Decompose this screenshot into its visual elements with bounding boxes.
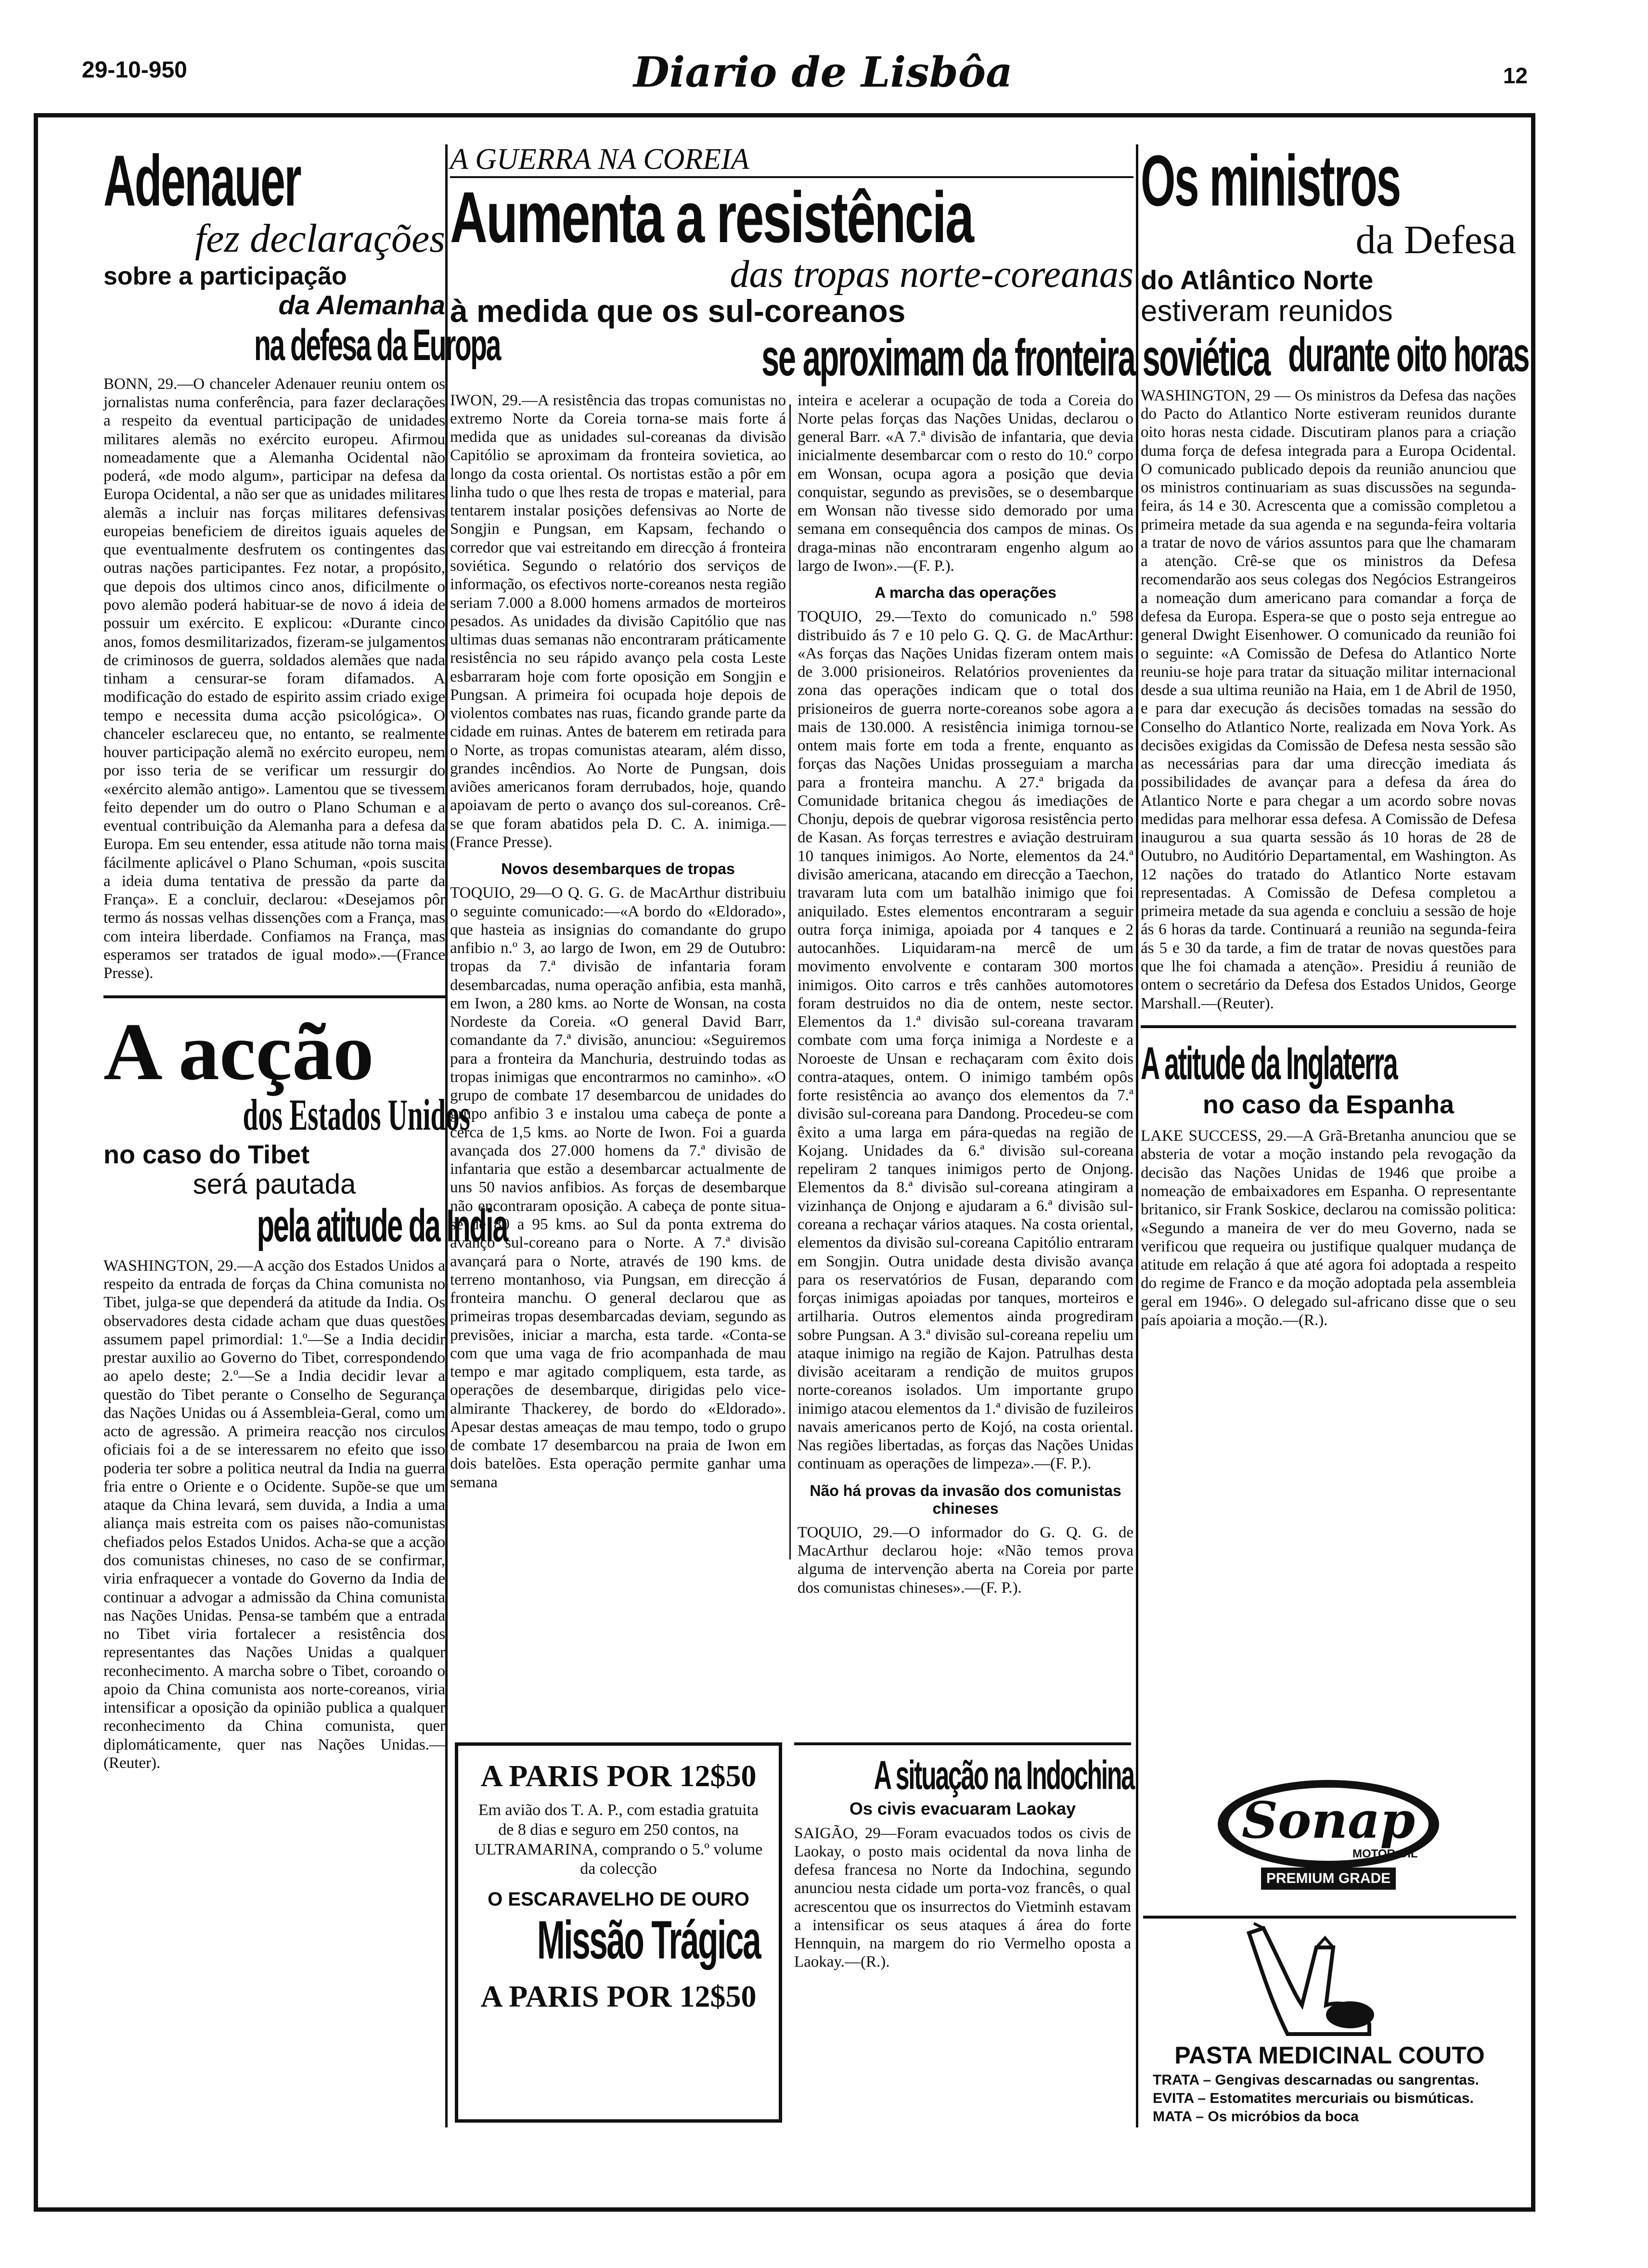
subheadline: sobre a participação xyxy=(103,262,347,290)
article-subheading: A marcha das operações xyxy=(875,584,1056,602)
headline: A situação na Indochina xyxy=(874,1753,1134,1798)
toothpaste-hand-illustration xyxy=(1143,1919,1516,2039)
paris-trip-ad xyxy=(455,1742,782,2123)
ad-headline: A PARIS POR 12$50 xyxy=(480,1759,757,1793)
article-body: TOQUIO, 29.—Texto do comunicado n.º 598 distribuido ás 7 e 10 pelo G. Q. G. de MacArthur: «As forças das Nações Unidas fizeram ontem mais de 3.000 prisioneiros. Relatórios provenientes da zona das operações indicam que o total dos prisioneiros de guerra norte-coreanos sobe agora a mais de 130.000. A resistência inimiga tornou-se ontem mais forte em toda a frente, enquanto as forças das Nações Unidas prosseguiam a marcha para a fronteira manchu. A 27.ª brigada da Comunidade britanica chegou ás imediações de Chonju, depois de quebrar vigorosa resistência perto de Kasan. As forças terrestres e aviação destruiram 10 tanques inimigos. Ao Norte, elementos da 24.ª divisão americana, atacando em direcção a Taechon, travaram luta com um batalhão inimigo que foi aniquilado. Estes elementos encontraram a seguir outra força inimiga, apoiada por 4 tanques e 2 autocanhões. Liquidaram-na mercê de um movimento envolvente e contaram 300 mortos inimigos. Oito carros e três canhões automotores foram destruidos no dia de ontem, neste sector. Elementos da 1.ª divisão sul-coreana travaram combate com uma força inimiga a Nordeste e a Noroeste de Unsan e rechaçaram com êxito dois contra-ataques, ontem. O inimigo também opôs forte resistência ao avanço dos elementos da 7.ª divisão sul-coreana para Dandong. Procedeu-se com êxito a uma larga em pára-quedas na região de Kojang. Unidades da 6.ª divisão sul-coreana repeliram 2 tanques inimigos perto de Onjong. Elementos da 8.ª divisão sul-coreana atingiram a vizinhança de Onjong e ajudaram a 6.ª divisão sul-coreana a rechaçar vários ataques. Na costa oriental, elementos da divisão sul-coreana Capitólio entraram em Songjin. Outra unidade desta divisão avança para os reservatórios de Fusan, deparando com forças inimigas apoiadas por tanques, morteiros e artilharia. Outros elementos ainda progrediram sobre Pungsan. A 3.ª divisão sul-coreana repeliu um ataque inimigo na região de Kajon. Patrulhas desta divisão aceitaram a rendição de muitos grupos norte-coreanos isolados. Um importante grupo inimigo atacou elementos da 1.ª divisão de fuzileiros navais americanos perto de Kojó, na costa oriental. Nas regiões libertadas, as forças das Nações Unidas continuam as operações de limpeza».—(F. P.). xyxy=(798,608,1133,1473)
couto-ad xyxy=(1143,1916,1516,2135)
couto-line: MATA – Os micróbios da boca xyxy=(1153,2109,1359,2125)
section-kicker: A GUERRA NA COREIA xyxy=(450,144,1133,178)
article-body: LAKE SUCCESS, 29.—A Grã-Bretanha anunciou que se absteria de votar a moção instando pela revogação da decisão das Nações Unidas de 1946 que proibe a nomeação de embaixadores em Espanha. O representante britanico, sir Frank Soskice, declarou na comissão politica: «Segundo a maneira de ver do meu Governo, nada se verificou que requeira ou justifique qualquer mudança de atitude em relação á que até agora foi adoptada a respeito do regime de Franco e da moção adoptada pela assembleia geral em 1946». O delegado sul-africano disse que o seu país apoiaria a moção.—(R.). xyxy=(1141,1127,1516,1329)
article-body: BONN, 29.—O chanceler Adenauer reuniu ontem os jornalistas numa conferência, para fazer declarações a respeito da eventual participação de unidades militares alemãs no exército europeu. Afirmou nomeadamente que a Alemanha Ocidental não poderá, «de modo algum», participar na defesa da Europa Ocidental, a não ser que as unidades militares alemãs a incluir nas forças militares defensivas europeias beneficiem de direitos iguais aqueles de que eventualmente desfrutem os contingentes das outras nações participantes. Fez notar, a propósito, que depois dos ultimos cinco anos, dificilmente o povo alemão poderá habituar-se de novo á ideia de possuir um exército. E explicou: «Durante cinco anos, fomos desmilitarizados, fizeram-se julgamentos de criminosos de guerra, soldados alemães que nada tinham a censurar-se foram difamados. A modificação do estado de espirito assim criado exige tempo e necessita duma acção psicológica». O chanceler esclareceu que, no entanto, se realmente houver participação alemã no exército europeu, nem por isso teria de se verificar um ressurgir do «exército alemão antigo». Lamentou que se tivessem feito depender um do outro o Plano Schuman e a eventual contribuição da Alemanha para a defesa da Europa. Em seu entender, essa atitude não torna mais fácilmente aplicável o Plano Schuman, «pois suscita a ideia duma tentativa de pressão da parte da França». E a concluir, declarou: «Desejamos pôr termo ás nossas velhas dissenções com a França, mas com inteira liberdade. Confiamos na França, mas esperamos ser tratados de igual modo».—(France Presse). xyxy=(103,375,445,982)
article-indochina xyxy=(794,1742,1134,2135)
article-body: SAIGÃO, 29—Foram evacuados todos os civis de Laokay, o posto mais ocidental da nova linha de defesa francesa no Norte da Indochina, segundo anunciou nesta cidade um porta-voz francês, o qual acrescentou que os insurrectos do Vietminh estavam a intensificar os seus ataques á área do forte Hennquin, na margem do rio Vermelho oposta a Laokay.—(R.). xyxy=(794,1824,1131,1971)
page-number: 12 xyxy=(1503,63,1528,88)
headline-italic: fez declarações xyxy=(194,216,445,261)
subheadline-bold: durante oito horas xyxy=(1288,327,1529,382)
subheadline: da Defesa xyxy=(1355,218,1516,262)
subheadline: dos Estados Unidos xyxy=(243,1090,470,1139)
headline: Adenauer xyxy=(103,140,301,221)
subheadline: do Atlântico Norte xyxy=(1141,265,1374,295)
couto-line: EVITA – Estomatites mercuriais ou bismúticas. xyxy=(1153,2090,1474,2106)
subheadline: Os civis evacuaram Laokay xyxy=(849,1799,1076,1818)
article-subheading: Não há provas da invasão dos comunistas chineses xyxy=(810,1482,1121,1517)
article-ministros xyxy=(1141,140,1529,1013)
subheadline: será pautada xyxy=(193,1168,356,1200)
left-column xyxy=(103,140,507,2127)
ad-book-series: O ESCARAVELHO DE OURO xyxy=(488,1889,749,1910)
sonap-grade: PREMIUM GRADE xyxy=(1266,1870,1391,1886)
couto-line: TRATA – Gengivas descarnadas ou sangrentas. xyxy=(1153,2072,1479,2088)
subheadline-bold: pela atitude da India xyxy=(257,1199,507,1251)
article-body: TOQUIO, 29.—O informador do G. Q. G. de MacArthur declarou hoje: «Não temos prova alguma de intervenção aberta na Coreia por parte dos comunistas chineses».—(F. P.). xyxy=(798,1523,1133,1597)
issue-date: 29-10-950 xyxy=(82,57,187,83)
subheadline: da Alemanha xyxy=(278,290,445,321)
subheadline: estiveram reunidos xyxy=(1141,294,1393,328)
korea-column-b xyxy=(798,391,1133,1597)
headline: A acção xyxy=(103,1006,374,1097)
ad-headline: A PARIS POR 12$50 xyxy=(480,1979,757,2014)
subheadline-bold: se aproximam da fronteira soviética xyxy=(761,328,1270,387)
section-divider xyxy=(103,995,445,998)
subheadline-bold: na defesa da Europa xyxy=(254,320,500,370)
subheadline: no caso da Espanha xyxy=(1202,1090,1455,1119)
article-body: IWON, 29.—A resistência das tropas comunistas no extremo Norte da Coreia torna-se mais forte á medida que as unidades sul-coreanas da divisão Capitólio se aproximam da fronteira sovietica, ao longo da costa oriental. Os nortistas estão a pôr em linha tudo o que lhes resta de tropas e material, para tentarem instalar posições defensivas ao Norte de Songjin e Pungsan, em Kapsam, fechando o corredor que vai estreitando em direcção á fronteira soviética. Segundo o relatório dos serviços de informação, os efectivos norte-coreanos nesta região seriam 7.000 a 8.000 homens armados de morteiros pesados. As unidades da divisão Capitólio que nas ultimas duas semanas não encontraram práticamente resistência no seu rápido avanço pela costa Leste esbarraram hoje com forte oposição em Songjin e Pungsan. A primeira foi ocupada hoje depois de violentos combates nas ruas, ficando grande parte da cidade em ruinas. Antes de baterem em retirada para o Norte, as tropas comunistas atearam, além disso, grandes incêndios. Ao Norte de Pungsan, dois aviões americanos foram derrubados, hoje, quando apoiavam de perto o avanço dos sul-coreanos. Crê-se que foram abatidos pela D. C. A. inimiga.—(France Presse). xyxy=(450,391,786,851)
column-rule xyxy=(1136,144,1138,2127)
newspaper-title: Diario de Lisbôa xyxy=(633,48,1013,97)
subheadline: no caso do Tibet xyxy=(103,1140,310,1169)
section-divider xyxy=(1141,1025,1516,1028)
subheadline: à medida que os sul-coreanos xyxy=(450,293,906,329)
korea-column-a xyxy=(450,391,786,1597)
article-inglaterra xyxy=(1141,1037,1516,1329)
article-body: WASHINGTON, 29.—A acção dos Estados Unidos a respeito da entrada de forças da China comunista no Tibet, julga-se que dependerá da atitude da India. Os observadores desta cidade acham que duas questões assumem papel primordial: 1.º—Se a India decidir prestar auxilio ao Governo do Tibet, correspondendo ao apelo deste; 2.º—Se a India decidir levar a questão do Tibet perante o Conselho de Segurança das Nações Unidas ou á Assembleia-Geral, como um acto de agressão. A primeira reacção nos circulos oficiais foi a de se interessarem no efeito que isso poderia ter sobre a politica neutral da India na guerra fria entre o Oriente e o Ocidente. Supõe-se que um ataque da China levará, sem duvida, a India a uma aliança mais estreita com os paises não-comunistas chefiados pelos Estados Unidos. Acha-se que a acção dos comunistas chineses, no caso de se confirmar, viria enfraquecer a vontade do Governo da India de continuar a advogar a admissão da China comunista nas Nações Unidas. Pensa-se também que a entrada no Tibet viria fortalecer a resistência dos representantes das Nações Unidas a qualquer reconhecimento. A marcha sobre o Tibet, coroando o apoio da China comunista aos norte-coreanos, viria intensificar a oposição da opinião publica a qualquer reconhecimento da China comunista, quer diplomáticamente, quer nas Nações Unidas.—(Reuter). xyxy=(103,1257,445,1772)
page-header xyxy=(0,0,1648,111)
article-body: TOQUIO, 29—O Q. G. G. de MacArthur distribuiu o seguinte comunicado:—«A bordo do «Eldorado», que hasteia as insignias do comandante do grupo anfibio n.º 3, ao largo de Iwon, em 29 de Outubro: tropas da 7.ª divisão de infantaria foram desembarcadas, numa operação anfibia, esta manhã, em Iwon, a 280 kms. ao Norte de Wonsan, na costa Nordeste da Coreia. «O general David Barr, comandante da 7.ª divisão, anunciou: «Seguiremos para a fronteira da Manchuria, destruindo todas as tropas inimigas que encontrarmos no caminho». «O grupo de combate 17 desembarcou de unidades do grupo anfibio 3 e instalou uma cabeça de ponte a cerca de 1,5 kms. ao Norte de Iwon. Foi a guarda avançada dos 27.000 homens da 7.ª divisão de infantaria que estão a desembarcar actualmente de uns 50 navios anfibios. As forças de desembarque não encontraram oposição. A cabeça de ponte situa-se de 80 a 95 kms. ao Sul da ponta extrema do avanço sul-coreano para o Norte. A 7.ª divisão avançará para o Norte, através de 190 kms. de terreno montanhoso, via Pungsan, em direcção á fronteira manchu. O general declarou que as primeiras tropas desembarcadas deviam, segundo as previsões, iniciar a marcha, esta tarde. «Conta-se com que uma vaga de frio acompanhada de mau tempo e mar agitado compliquem, esta tarde, as operações de desembarque, dirigidas pelo vice-almirante Thackerey, de bordo do «Eldorado». Apesar destas ameaças de mau tempo, todo o grupo de combate 17 desembarcou na praia de Iwon em dois batelões. Esta operação permite ganhar uma semana xyxy=(450,884,786,1491)
article-body: inteira e acelerar a ocupação de toda a Coreia do Norte pelas forças das Nações Unidas, declarou o general Barr. «A 7.ª divisão de infantaria, que devia inicialmente desembarcar com o resto do 10.º corpo em Wonsan, ocupa agora a posição que devia conquistar, segundo as previsões, se o desembarque em Wonsan não tivesse sido demorado por uma semana em consequência dos campos de minas. Os draga-minas não encontraram engenho algum ao largo de Iwon».—(F. P.). xyxy=(798,391,1133,575)
headline: A atitude da Inglaterra xyxy=(1141,1037,1397,1089)
sonap-brand: Sonap xyxy=(1241,1791,1416,1850)
ad-text: Em avião dos T. A. P., com estadia gratuita de 8 dias e seguro em 250 contos, na ULTRAMARINA, comprando o 5.º volume da colecção xyxy=(474,1801,763,1878)
article-adenauer xyxy=(103,140,500,983)
article-tibet xyxy=(103,1006,507,1773)
headline-italic: das tropas norte-coreanas xyxy=(730,253,1133,296)
sonap-ad xyxy=(1150,1766,1506,1911)
ad-book-title: Missão Trágica xyxy=(537,1910,760,1971)
article-body: WASHINGTON, 29 — Os ministros da Defesa das nações do Pacto do Atlantico Norte estiveram reunidos durante oito horas nesta cidade. Discutiram planos para a criação duma força de defesa integrada para a Europa Ocidental. O comunicado publicado depois da reunião anunciou que os ministros continuariam as suas discussões na segunda-feira, ás 14 e 30. Acrescenta que a comissão completou a primeira metade da sua agenda e na segunda-feira voltaria a tratar de novo de vários assuntos para que lhe chamaram a atenção. Crê-se que os ministros da Defesa recomendarão aos seus colegas dos Negócios Estrangeiros a nomeação dum americano para comandar a força de defesa da Europa. Espera-se que o posto seja entregue ao general Dwight Eisenhower. O comunicado da reunião foi o seguinte: «A Comissão de Defesa do Atlantico Norte reuniu-se hoje para tratar da situação militar internacional desde a sua ultima reunião na Haia, em 1 de Abril de 1950, e para dar execução ás decisões tomadas na sessão do Conselho do Atlantico Norte, realizada em Nova York. As decisões exigidas da Comissão de Defesa nesta sessão são as necessárias para dar uma direcção imediata ás possibilidades de avançar para a defesa da área do Atlantico Norte e para chegar a um acordo sobre novas medidas para melhorar essa defesa. A Comissão de Defesa inaugurou a sua quarta sessão ás 10 horas de 28 de Outubro, no Auditório Departamental, em Washington. As 12 nações do tratado do Atlantico Norte estavam representadas. A Comissão de Defesa completou a primeira metade da sua agenda e concluiu a sessão de hoje ás 6 horas da tarde. Continuará a reunião na segunda-feira ás 5 e 30 da tarde, a fim de tratar de novas questões para que lhe foi chamada a atenção». Presidiu á reunião de ontem o secretário da Defesa dos Estados Unidos, George Marshall.—(Reuter). xyxy=(1141,387,1516,1012)
couto-title: PASTA MEDICINAL COUTO xyxy=(1174,2042,1485,2069)
sonap-sub: MOTOR OIL xyxy=(1352,1847,1418,1860)
article-subheading: Novos desembarques de tropas xyxy=(501,860,735,878)
headline: Aumenta a resistência xyxy=(450,177,973,258)
headline: Os ministros xyxy=(1141,140,1400,221)
korea-article-columns xyxy=(450,391,1133,1597)
